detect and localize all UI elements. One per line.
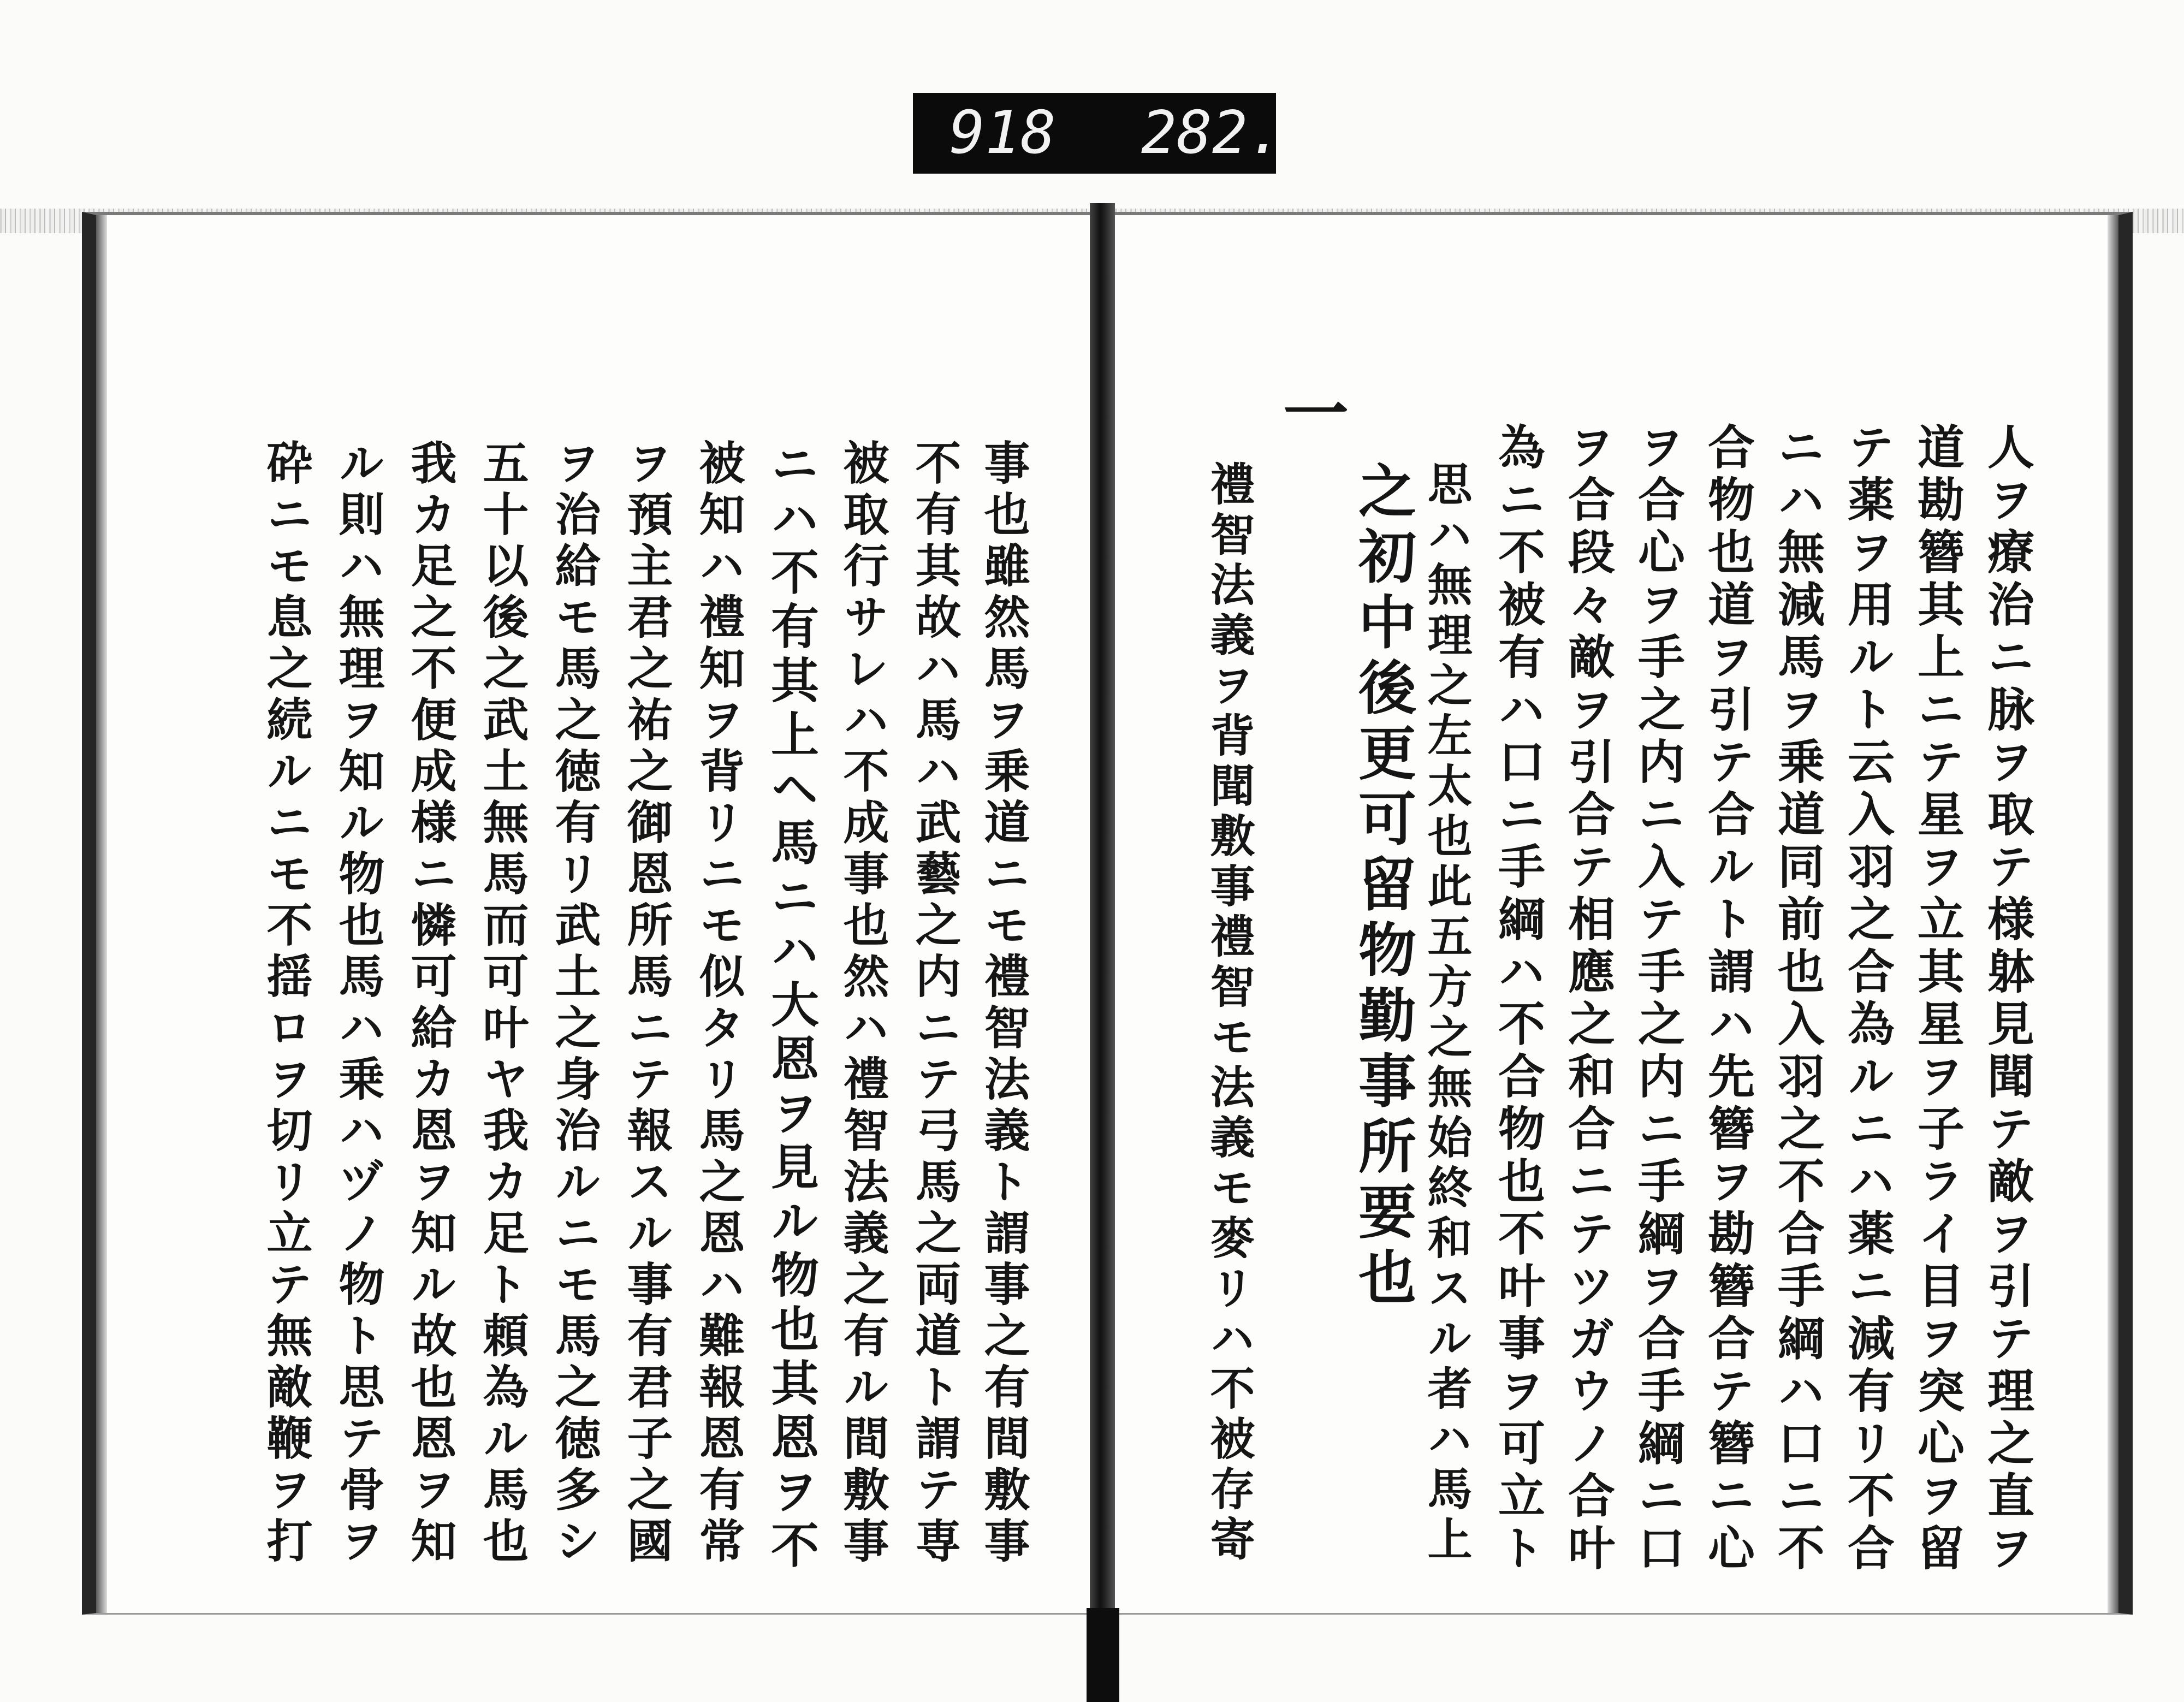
left-column-3: 被取行サレハ不成事也然ハ禮智法義之有ル間敷事 [836,439,890,1568]
left-column-11: 砕ニモ息之続ルニモ不揺ロヲ切リ立テ無敵鞭ヲ打 [259,439,313,1568]
left-column-8: 五十以後之武土無馬而可叶ヤ我カ足ト頼為ル馬也 [476,439,530,1568]
right-column-1: 人ヲ療治ニ脉ヲ取テ様躰見聞テ敵ヲ引テ理之直ヲ [1979,423,2034,1576]
section-column-1: 禮智法義ヲ背聞敷事禮智モ法義モ麥リハ不被存寄 [1203,461,1255,1566]
left-column-7: ヲ治給モ馬之徳有リ武土之身治ルニモ馬之徳多シ [548,439,602,1568]
left-page [82,212,1105,1615]
left-column-9: 我カ足之不便成様ニ憐可給カ恩ヲ知ル故也恩ヲ知 [403,439,458,1568]
right-column-8: 為ニ不被有ハ口ニ手綱ハ不合物也不叶事ヲ可立ト [1490,423,1545,1576]
book-gutter-foot [1087,1608,1119,1702]
right-page [1114,212,2133,1615]
film-frame-label [913,93,1284,174]
right-column-9: 思ハ無理之左太也此五方之無始終和スル者ハ馬上 [1420,461,1473,1566]
left-column-4: ニハ不有其上ヘ馬ニハ大恩ヲ見ル物也其恩ヲ不 [763,439,820,1574]
right-column-10: 之初中後更可留物勤事所要也 [1349,461,1417,1313]
right-column-7: ヲ合段々敵ヲ引合テ相應之和合ニテツガウノ合叶 [1560,423,1615,1576]
left-column-1: 事也雖然馬ヲ乗道ニモ禮智法義ト謂事之有間敷事 [977,439,1031,1568]
left-column-5: 被知ハ禮知ヲ背リニモ似タリ馬之恩ハ難報恩有常 [692,439,746,1568]
book-gutter [1090,203,1115,1702]
left-column-6: ヲ預主君之祐之御恩所馬ニテ報スル事有君子之國 [620,439,674,1568]
right-column-6: ヲ合心ヲ手之内ニ入テ手之内ニ手綱ヲ合手綱ニ口 [1630,423,1685,1576]
film-frame-number: 282. [1141,99,1284,167]
left-column-10: ル則ハ無理ヲ知ル物也馬ハ乗ハヅノ物ト思テ骨ヲ [331,439,385,1568]
right-column-2: 道勘簪其上ニテ星ヲ立其星ヲ子ライ目ヲ突心ヲ留 [1909,423,1965,1576]
right-column-3: テ薬ヲ用ルト云入羽之合為ルニハ薬ニ減有リ不合 [1839,423,1895,1576]
right-column-5: 合物也道ヲ引テ合ルト謂ハ先簪ヲ勘簪合テ簪ニ心 [1700,423,1755,1576]
left-column-2: 不有其故ハ馬ハ武藝之内ニテ弓馬之両道ト謂テ専 [908,439,962,1568]
section-marker: 一 [1272,379,1349,444]
right-column-4: ニハ無減馬ヲ乗道同前也入羽之不合手綱ハ口ニ不 [1770,423,1825,1576]
film-reel-number: 918 [949,99,1056,167]
